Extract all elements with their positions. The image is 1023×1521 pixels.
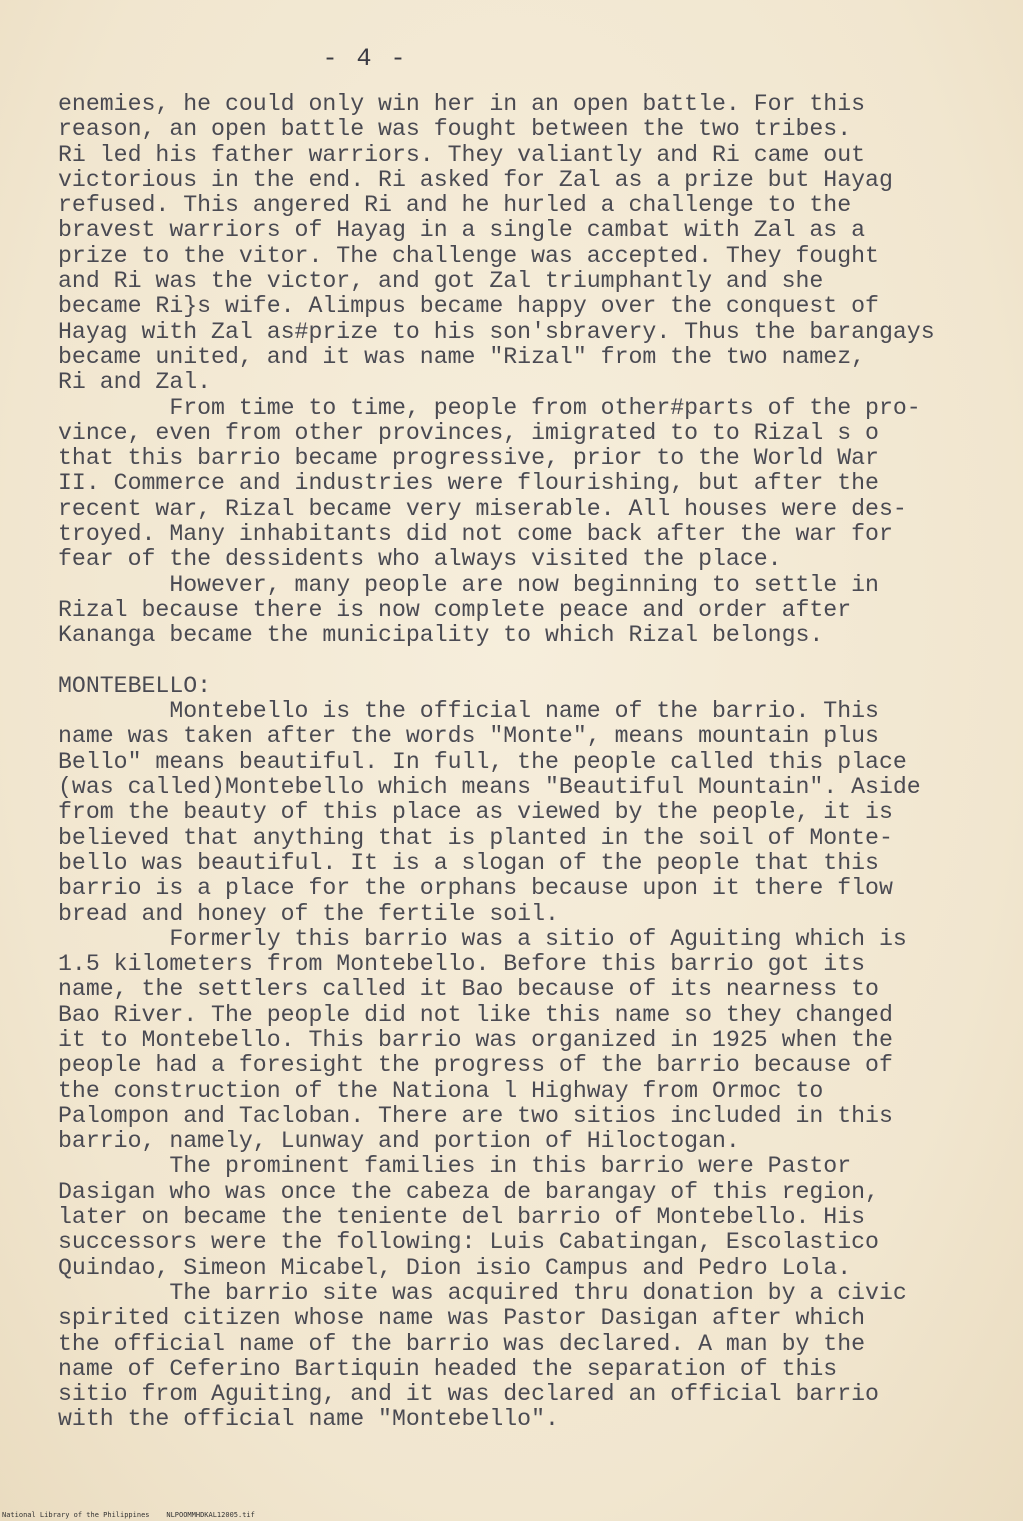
- text-line: Rizal because there is now complete peace and order after: [58, 596, 852, 623]
- text-line: became Ri}s wife. Alimpus became happy over the conquest of: [58, 293, 879, 320]
- text-line: barrio, namely, Lunway and portion of Hiloctogan.: [58, 1128, 740, 1155]
- text-line: troyed. Many inhabitants did not come back after the war for: [58, 521, 893, 548]
- text-line: (was called)Montebello which means "Beautiful Mountain". Aside: [58, 774, 921, 801]
- text-line: recent war, Rizal became very miserable. All houses were des-: [58, 495, 907, 522]
- paragraph: [58, 92, 988, 396]
- text-line: sitio from Aguiting, and it was declared an official barrio: [58, 1381, 879, 1408]
- text-line: refused. This angered Ri and he hurled a challenge to the: [58, 192, 852, 219]
- text-line: Montebello is the official name of the barrio. This: [58, 698, 879, 725]
- text-line: spirited citizen whose name was Pastor Dasigan after which: [58, 1305, 866, 1332]
- paragraph: [58, 396, 988, 573]
- text-line: successors were the following: Luis Cabatingan, Escolastico: [58, 1229, 879, 1256]
- paragraph: [58, 573, 988, 649]
- paragraph: [58, 927, 988, 1155]
- text-line: bello was beautiful. It is a slogan of the people that this: [58, 849, 879, 876]
- text-line: from the beauty of this place as viewed by the people, it is: [58, 799, 893, 826]
- text-line: Kananga became the municipality to which Rizal belongs.: [58, 622, 824, 649]
- paragraph-gap: [58, 649, 988, 674]
- text-line: became united, and it was name "Rizal" from the two namez,: [58, 343, 866, 370]
- text-line: reason, an open battle was fought between the two tribes.: [58, 116, 852, 143]
- text-line: From time to time, people from other#parts of the pro-: [58, 394, 921, 421]
- text-line: The barrio site was acquired thru donation by a civic: [58, 1279, 907, 1306]
- text-line: Dasigan who was once the cabeza de barangay of this region,: [58, 1178, 879, 1205]
- text-line: name was taken after the words "Monte", means mountain plus: [58, 723, 879, 750]
- text-line: bread and honey of the fertile soil.: [58, 900, 559, 927]
- text-line: name, the settlers called it Bao because of its nearness to: [58, 976, 879, 1003]
- text-line: and Ri was the victor, and got Zal triumphantly and she: [58, 268, 824, 295]
- text-line: fear of the dessidents who always visited the place.: [58, 546, 782, 573]
- text-line: Ri led his father warriors. They valiantly and Ri came out: [58, 141, 866, 168]
- text-line: 1.5 kilometers from Montebello. Before this barrio got its: [58, 951, 866, 978]
- text-line: believed that anything that is planted in the soil of Monte-: [58, 824, 893, 851]
- text-line: However, many people are now beginning to settle in: [58, 571, 879, 598]
- text-line: prize to the vitor. The challenge was accepted. They fought: [58, 242, 879, 269]
- text-line: Formerly this barrio was a sitio of Aguiting which is: [58, 925, 907, 952]
- text-line: barrio is a place for the orphans because upon it there flow: [58, 875, 893, 902]
- text-line: it to Montebello. This barrio was organized in 1925 when the: [58, 1026, 893, 1053]
- section-heading: [58, 674, 988, 699]
- text-line: The prominent families in this barrio were Pastor: [58, 1153, 852, 1180]
- text-line: that this barrio became progressive, prior to the World War: [58, 445, 879, 472]
- page-number: - 4 -: [322, 44, 408, 73]
- text-line: vince, even from other provinces, imigrated to to Rizal s o: [58, 419, 879, 446]
- text-line: Palompon and Tacloban. There are two sitios included in this: [58, 1102, 893, 1129]
- text-line: II. Commerce and industries were flourishing, but after the: [58, 470, 879, 497]
- text-line: Bello" means beautiful. In full, the people called this place: [58, 748, 907, 775]
- text-line: Bao River. The people did not like this name so they changed: [58, 1001, 893, 1028]
- text-line: with the official name "Montebello".: [58, 1406, 559, 1433]
- text-line: MONTEBELLO:: [58, 672, 212, 699]
- text-line: victorious in the end. Ri asked for Zal as a prize but Hayag: [58, 166, 893, 193]
- text-line: name of Ceferino Bartiquin headed the separation of this: [58, 1355, 838, 1382]
- paragraph: [58, 1281, 988, 1433]
- text-line: the construction of the Nationa l Highway from Ormoc to: [58, 1077, 824, 1104]
- text-line: enemies, he could only win her in an open battle. For this: [58, 91, 866, 117]
- paragraph: [58, 1154, 988, 1280]
- text-line: people had a foresight the progress of the barrio because of: [58, 1052, 893, 1079]
- archive-footer: National Library of the Philippines NLPOOMMHDKAL12005.tif: [2, 1511, 255, 1519]
- text-line: Quindao, Simeon Micabel, Dion isio Campus and Pedro Lola.: [58, 1254, 852, 1281]
- text-line: the official name of the barrio was declared. A man by the: [58, 1330, 866, 1357]
- text-line: later on became the teniente del barrio of Montebello. His: [58, 1204, 866, 1231]
- text-line: Ri and Zal.: [58, 369, 212, 396]
- text-line: bravest warriors of Hayag in a single cambat with Zal as a: [58, 217, 866, 244]
- paragraph: [58, 699, 988, 927]
- document-body: [58, 92, 988, 1433]
- text-line: Hayag with Zal as#prize to his son'sbravery. Thus the barangays: [58, 318, 935, 345]
